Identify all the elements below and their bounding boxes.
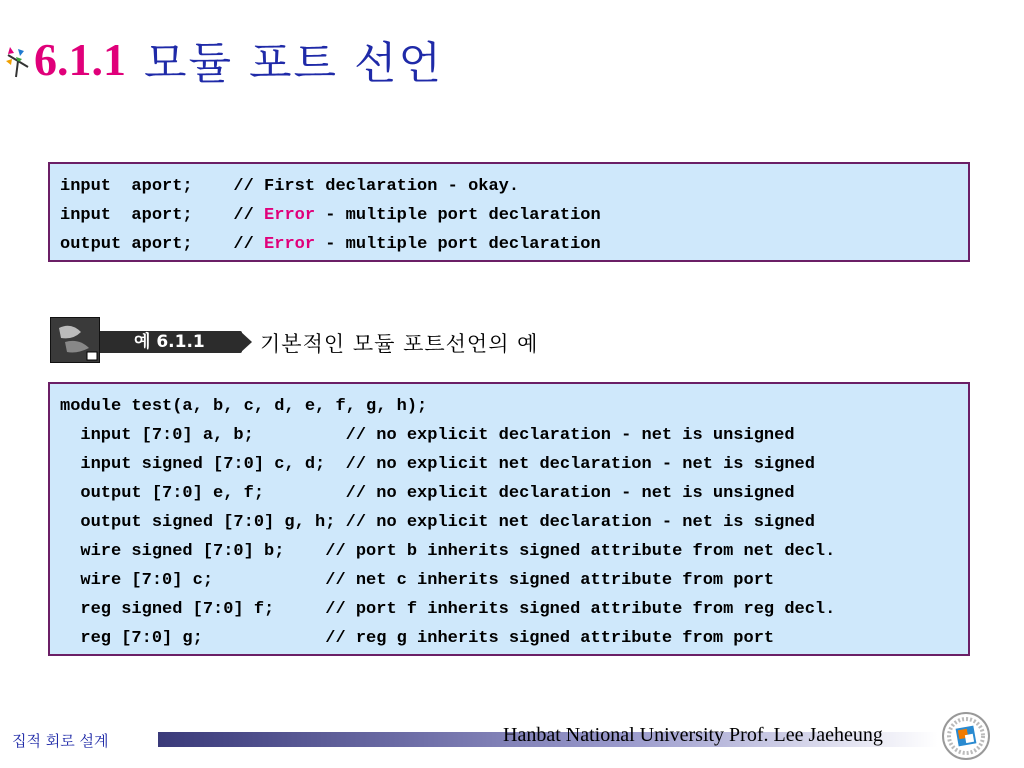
example-label-arrow xyxy=(240,331,252,353)
error-keyword: Error xyxy=(264,206,316,225)
code-line: output [7:0] e, f; // no explicit declaration - net is unsigned xyxy=(60,484,795,503)
code-text: input aport; // First declaration - okay. xyxy=(60,177,520,196)
code-line xyxy=(60,172,968,201)
footer-course-title: 집적 회로 설계 xyxy=(12,732,109,750)
code-line xyxy=(60,230,968,259)
code-line: wire [7:0] c; // net c inherits signed attribute from port xyxy=(60,571,775,590)
example-illustration-icon xyxy=(50,317,100,363)
code-box-port-redeclaration xyxy=(48,162,970,262)
sparkle-pin-icon xyxy=(4,39,32,79)
code-line: input [7:0] a, b; // no explicit declaration - net is unsigned xyxy=(60,426,795,445)
code-text: input aport; // xyxy=(60,206,265,225)
code-box-module-example xyxy=(48,382,970,656)
code-line: reg signed [7:0] f; // port f inherits signed attribute from reg decl. xyxy=(60,600,836,619)
title-text: 모듈 포트 선언 xyxy=(144,38,443,89)
slide-title xyxy=(4,24,443,94)
code-text: - multiple port declaration xyxy=(315,235,601,254)
error-keyword: Error xyxy=(264,235,316,254)
code-line: reg [7:0] g; // reg g inherits signed attribute from port xyxy=(60,629,775,648)
code-line: module test(a, b, c, d, e, f, g, h); xyxy=(60,397,428,416)
code-line: input signed [7:0] c, d; // no explicit net declaration - net is signed xyxy=(60,455,815,474)
footer-author: Hanbat National University Prof. Lee Jaeheung xyxy=(503,724,883,746)
title-number: 6.1.1 xyxy=(34,33,126,85)
code-line xyxy=(60,201,968,230)
code-line: wire signed [7:0] b; // port b inherits signed attribute from net decl. xyxy=(60,542,836,561)
university-logo-icon xyxy=(941,711,991,761)
code-text: output aport; // xyxy=(60,235,265,254)
example-banner xyxy=(50,315,650,371)
example-label: 예 6.1.1 xyxy=(134,332,205,352)
code-text: - multiple port declaration xyxy=(315,206,601,225)
code-line: output signed [7:0] g, h; // no explicit net declaration - net is signed xyxy=(60,513,815,532)
example-description: 기본적인 모듈 포트선언의 예 xyxy=(260,332,539,356)
